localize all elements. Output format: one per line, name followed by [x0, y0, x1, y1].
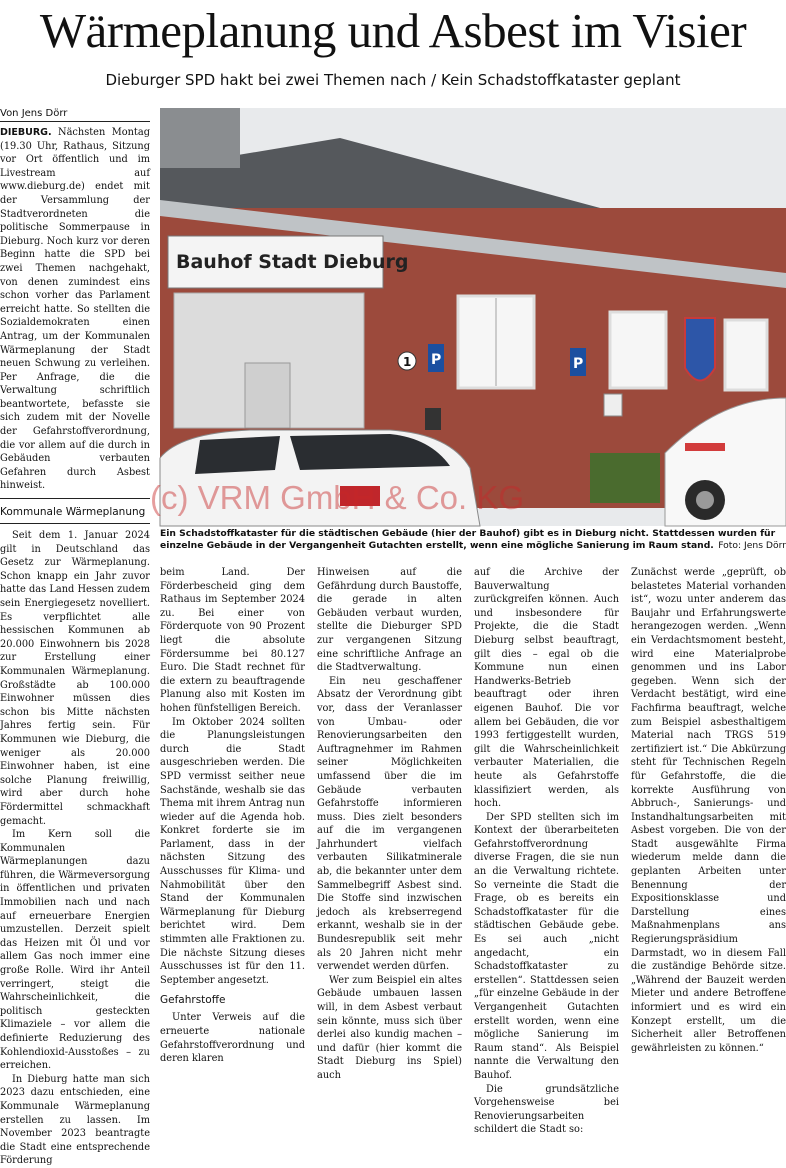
body-paragraph: Seit dem 1. Januar 2024 gilt in Deutschland das Gesetz zur Wärmeplanung. Schon knapp ein Jahr zuvor hatte das Land Hessen zudem sein Energiegesetz novelliert. Es verpflichtet alle hessischen Kommunen ab 20.000 Einwohnern bis 2028 zur Erstellung einer Kommunalen Wärmeplanung. Großstädte ab 100.000 Einwohner müssen dies schon bis Mitte nächsten Jahres fertig sein. Für Kommunen wie Dieburg, die weniger als 20.000 Einwohner haben, ist eine solche Planung freiwillig, wird aber durch hohe Fördermittel schmackhaft gemacht.: [0, 530, 150, 827]
bauhof-sign: Bauhof Stadt Dieburg: [176, 251, 409, 273]
photo-credit: Foto: Jens Dörr: [718, 540, 786, 551]
section-rule: [0, 498, 150, 499]
body-paragraph: Hinweisen auf die Gefährdung durch Baustoffe, die gerade in alten Gebäuden verbaut wurden, stellte die Dieburger SPD zur vergangenen Sitzung eine schriftliche Anfrage an die Stadtverwaltung.: [317, 567, 462, 674]
body-paragraph: Ein neu geschaffener Absatz der Verordnung gibt vor, dass der Veranlasser von Umbau- oder Renovierungsarbeiten den Auftragnehmer im Rahmen seiner Möglichkeiten umfassend über die im Gebäude verbauten Gefahrstoffe informieren muss. Dies zielt besonders auf die im vergangenen Jahrhundert vielfach verbauten Silikatminerale ab, die bekannter unter dem Sammelbegriff Asbest sind. Die Stoffe sind inzwischen jedoch als krebserregend erkannt, weshalb sie in der Bundesrepublik seit mehr als 20 Jahren nicht mehr verwendet werden dürfen.: [317, 675, 462, 973]
article-column-4: [474, 566, 619, 1136]
author-byline: Von Jens Dörr: [0, 108, 68, 119]
byline-rule: [0, 121, 150, 122]
body-paragraph: Der SPD stellten sich im Kontext der überarbeiteten Gefahrstoffverordnung diverse Fragen, die sie nun an die Verwaltung richtete. So verneinte die Stadt die Frage, ob es bereits ein Schadstoffkataster für die städtischen Gebäude gebe. Es sei auch „nicht angedacht, ein Schadstoffkataster zu erstellen“. Stattdessen seien „für einzelne Gebäude in der Vergangenheit Gutachten erstellt worden, wenn eine mögliche Sanierung im Raum stand“. Als Beispiel nannte die Verwaltung den Bauhof.: [474, 811, 619, 1081]
article-photo: [160, 108, 786, 526]
parking-sign: P: [431, 352, 442, 368]
door-number: 1: [403, 355, 412, 369]
body-paragraph: Wer zum Beispiel ein altes Gebäude umbauen lassen will, in dem Asbest verbaut sein könnte, muss sich über derlei also kundig machen – und dafür (hier kommt die Stadt Dieburg ins Spiel) auch: [317, 974, 462, 1081]
body-paragraph: Im Oktober 2024 sollten die Planungsleistungen durch die Stadt ausgeschrieben werden. Die SPD vermisst seither neue Sachstände, weshalb sie das Thema mit ihrem Antrag nun wieder auf die Agenda hob. Konkret forderte sie im Parlament, dass in der nächsten Sitzung des Ausschusses für Klima- und Nahmobilität über den Stand der Kommunalen Wärmeplanung für Dieburg berichtet wird. Dem stimmten alle Fraktionen zu. Die nächste Sitzung dieses Ausschusses ist für den 11. September angesetzt.: [160, 716, 305, 986]
subheading-waermeplanung: Kommunale Wärmeplanung: [0, 506, 146, 519]
caption-text: Ein Schadstoffkataster für die städtischen Gebäude (hier der Bauhof) gibt es in Dieburg nicht. Stattdessen wurden für einzelne Gebäude in der Vergangenheit Gutachten erstellt, wenn eine mögliche Sanierung im Raum stand.: [160, 528, 776, 551]
body-paragraph: Zunächst werde „geprüft, ob belastetes Material vorhanden ist“, wozu unter anderem das Baujahr und Erfahrungswerte herangezogen werden. „Wenn ein Verdachtsmoment besteht, wird eine Materialprobe genommen und ins Labor gegeben. Wenn sich der Verdacht bestätigt, wird eine Fachfirma beauftragt, welche zum Beispiel asbesthaltigem Material nach TRGS 519 zertifiziert ist.“ Die Abkürzung steht für Technischen Regeln für Gefahrstoffe, die die korrekte Ausführung von Abbruch-, Sanierungs- und Instandhaltungsarbeiten mit Asbest vorgeben. Die von der Stadt ausgewählte Firma wiederum melde dann die geplanten Arbeiten unter Benennung der Expositionsklasse und Darstellung eines Maßnahmenplans ans Regierungspräsidium Darmstadt, wo in diesem Fall die zuständige Behörde sitze. „Während der Bauzeit werden Mieter und andere Betroffene informiert und es wird ein Konzept erstellt, um die Sicherheit aller Betroffenen gewährleisten zu können.“: [631, 567, 786, 1054]
subheading-gefahrstoffe: Gefahrstoffe: [160, 994, 226, 1007]
photo-watermark: (c) VRM GmbH & Co. KG: [150, 479, 525, 516]
body-paragraph: Die grundsätzliche Vorgehensweise bei Renovierungsarbeiten schildert die Stadt so:: [474, 1083, 619, 1136]
photo-caption: [160, 528, 786, 552]
body-paragraph: beim Land. Der Förderbescheid ging dem Rathaus im September 2024 zu. Bei einer von Förderquote von 90 Prozent liegt die absolute Fördersumme bei 80.127 Euro. Die Stadt rechnet für die extern zu beauftragende Planung also mit Kosten im hohen fünfstelligen Bereich.: [160, 567, 305, 714]
article-headline: Wärmeplanung und Asbest im Visier: [39, 3, 747, 58]
intro-paragraph: [0, 126, 150, 493]
body-paragraph: In Dieburg hatte man sich 2023 dazu entschieden, eine Kommunale Wärmeplanung erstellen zu lassen. Im November 2023 beantragte die Stadt eine entsprechende Förderung: [0, 1073, 150, 1167]
article-column-5: [631, 566, 786, 1054]
parking-sign: P: [573, 356, 584, 372]
article-column-3: [317, 566, 462, 1081]
body-paragraph: Unter Verweis auf die erneuerte nationale Gefahrstoffverordnung und deren klaren: [160, 1012, 305, 1065]
section-rule: [0, 523, 150, 524]
intro-text: Nächsten Montag (19.30 Uhr, Rathaus, Sitzung vor Ort öffentlich und im Livestream auf www.dieburg.de) endet mit der Versammlung der Stadtverordneten die politische Sommerpause in Dieburg. Noch kurz vor deren Beginn hatte die SPD bei zwei Themen nachgehakt, von denen zumindest eins schon vorher das Parlament erreicht hatte. So stellten die Sozialdemokraten einen Antrag, um der Kommunalen Wärmeplanung der Stadt neuen Schwung zu verleihen. Per Anfrage, die die Verwaltung schriftlich beantwortete, befasste sie sich zudem mit der Novelle der Gefahrstoffverordnung, die vor allem auf die durch in Gebäuden verbauten Gefahren durch Asbest hinweist.: [0, 127, 150, 492]
body-paragraph: auf die Archive der Bauverwaltung zurückgreifen können. Auch und insbesondere für Projekte, die die Stadt Dieburg selbst beauftragt, gilt dies – egal ob die Kommune nun einen Handwerks-Betrieb beauftragt oder ihren eigenen Bauhof. Die vor allem bei Gebäuden, die vor 1993 fertiggestellt wurden, gilt die Wahrscheinlichkeit verbauter Materialien, die heute als Gefahrstoffe klassifiziert werden, als hoch.: [474, 567, 619, 810]
body-paragraph: Im Kern soll die Kommunalen Wärmeplanungen dazu führen, die Wärmeversorgung in öffentlichen und privaten Immobilien nach und nach auf erneuerbare Energien umzustellen. Derzeit spielt das Heizen mit Öl und vor allem Gas noch immer eine große Rolle. Wird ihr Anteil verringert, steigt die Wahrscheinlichkeit, die politisch gesteckten Klimaziele – vor allem die definierte Reduzierung des Kohlendioxid-Ausstoßes – zu erreichen.: [0, 829, 150, 1072]
article-column-1: [0, 126, 150, 1167]
article-column-2: [160, 566, 305, 1065]
article-subheadline: Dieburger SPD hakt bei zwei Themen nach / Kein Schadstoffkataster geplant: [105, 71, 681, 89]
dateline: DIEBURG.: [0, 127, 52, 138]
